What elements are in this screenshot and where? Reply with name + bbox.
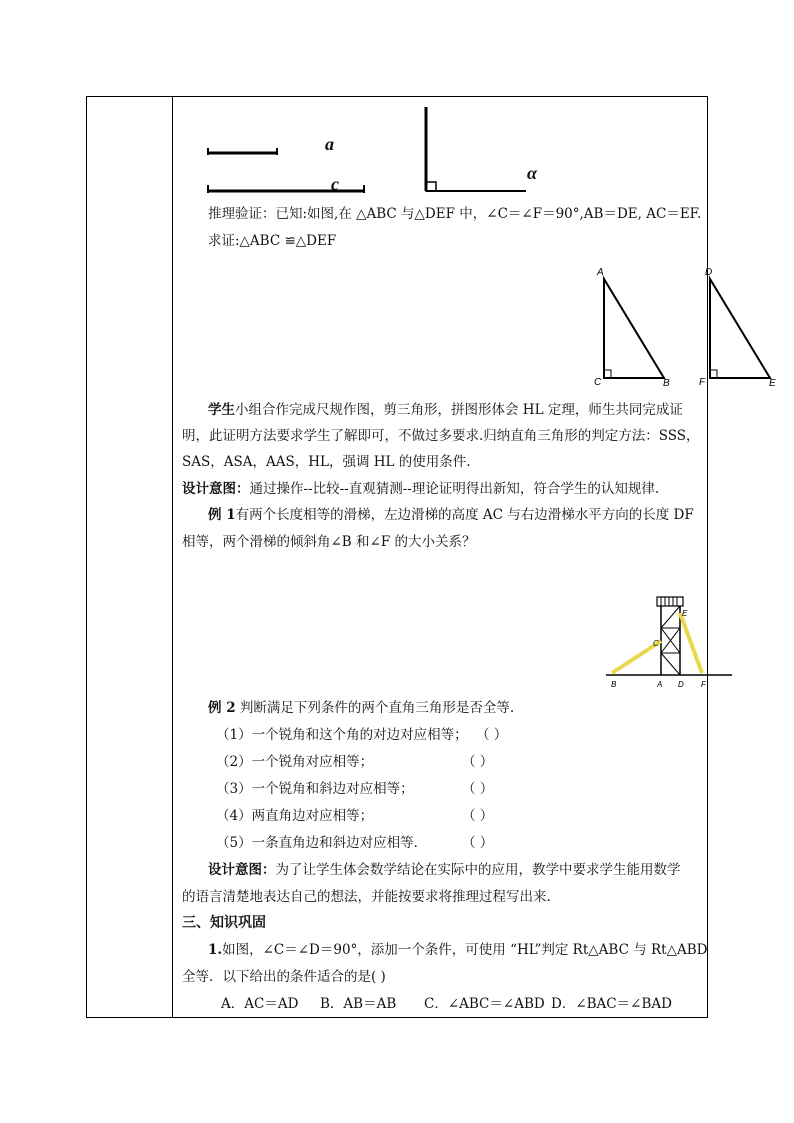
slide-figure (604, 593, 734, 693)
example-2-paren-3: （ ） (462, 781, 494, 797)
design-intent-2-line-1 (208, 861, 681, 879)
slide-label-D: D (678, 680, 684, 689)
segment-c-label: c (331, 174, 339, 194)
lesson-table (86, 96, 776, 1018)
right-slide (680, 613, 702, 673)
triangles-figure (592, 265, 792, 390)
student-line-2: 明，此证明方法要求学生了解即可，不做过多要求.归纳直角三角形的判定方法：SSS， (182, 428, 700, 444)
verify-line-2: 求证:△ABC ≌△DEF (208, 233, 337, 249)
left-column (87, 97, 173, 1017)
example-1-line-1 (208, 506, 694, 524)
section-3-title: 三、知识巩固 (182, 915, 266, 931)
example-2-item-2: （2）一个锐角对应相等； (216, 754, 374, 770)
student-label: 学生 (208, 402, 235, 418)
vertex-A: A (597, 267, 604, 278)
slide-label-E: E (682, 609, 688, 618)
example-2-item-1: （1）一个锐角和这个角的对边对应相等； (216, 727, 468, 743)
slide-label-F: F (701, 680, 706, 689)
example-2-intro (208, 699, 514, 717)
example-2-label: 例 2 (208, 700, 236, 716)
question-1-line-2: 全等．以下给出的条件适合的是( ) (182, 969, 386, 985)
question-1-option-a: A．AC＝AD (221, 996, 299, 1012)
segment-a-label: a (325, 134, 334, 154)
design-intent-2-line-2: 的语言清楚地表达自己的想法，并能按要求将推理过程写出来. (182, 889, 551, 905)
student-line-3: SAS，ASA，AAS，HL，强调 HL 的使用条件. (182, 454, 471, 470)
example-2-paren-1: （ ） (476, 727, 508, 743)
example-2-item-5: （5）一条直角边和斜边对应相等． (216, 835, 428, 851)
vertex-F: F (699, 377, 706, 388)
example-1-line-2: 相等，两个滑梯的倾斜角∠B 和∠F 的大小关系？ (182, 534, 476, 550)
design-intent-1-label: 设计意图： (182, 481, 250, 497)
example-2-paren-2: （ ） (462, 754, 494, 770)
question-1-text-1: 如图，∠C＝∠D＝90°，添加一个条件，可使用 “HL”判定 Rt△ABC 与 Rt△ABD (222, 942, 708, 958)
alpha-label: α (527, 163, 537, 183)
question-1-number: 1. (208, 942, 223, 958)
question-1-option-d: D．∠BAC＝∠BAD (551, 996, 672, 1012)
segment-figure (204, 105, 544, 195)
design-intent-1 (182, 480, 659, 498)
triangle-def (710, 279, 770, 378)
vertex-C: C (594, 377, 602, 388)
student-text-1: 小组合作完成尺规作图，剪三角形，拼图形体会 HL 定理，师生共同完成证 (235, 402, 683, 418)
example-1-label: 例 1 (208, 507, 236, 523)
triangle-abc (604, 279, 664, 378)
example-1-text-1: 有两个长度相等的滑梯，左边滑梯的高度 AC 与右边滑梯水平方向的长度 DF (235, 507, 694, 523)
slide-label-A: A (657, 680, 663, 689)
vertex-E: E (769, 378, 776, 389)
example-2-paren-5: （ ） (462, 835, 494, 851)
example-2-intro-text: 判断满足下列条件的两个直角三角形是否全等. (239, 700, 515, 716)
example-2-paren-4: （ ） (462, 808, 494, 824)
vertex-D: D (705, 267, 713, 278)
content-column (174, 97, 776, 1017)
vertex-B: B (663, 378, 670, 389)
design-intent-2-text-1: 为了让学生体会数学结论在实际中的应用，教学中要求学生能用数学 (275, 862, 681, 878)
design-intent-2-label: 设计意图： (208, 862, 276, 878)
verify-line-1: 推理验证：已知:如图,在 △ABC 与△DEF 中，∠C＝∠F＝90°,AB＝DE, AC＝EF. (208, 206, 702, 222)
example-2-item-3: （3）一个锐角和斜边对应相等； (216, 781, 414, 797)
question-1-option-c: C．∠ABC＝∠ABD (424, 996, 545, 1012)
slide-label-B: B (611, 680, 617, 689)
student-line-1 (208, 401, 683, 419)
question-1-line-1 (208, 941, 707, 959)
design-intent-1-text: 通过操作--比较--直观猜测--理论证明得出新知，符合学生的认知规律. (249, 481, 660, 497)
question-1-option-b: B．AB＝AB (320, 996, 397, 1012)
slide-label-C: C (653, 639, 659, 648)
example-2-item-4: （4）两直角边对应相等； (216, 808, 374, 824)
